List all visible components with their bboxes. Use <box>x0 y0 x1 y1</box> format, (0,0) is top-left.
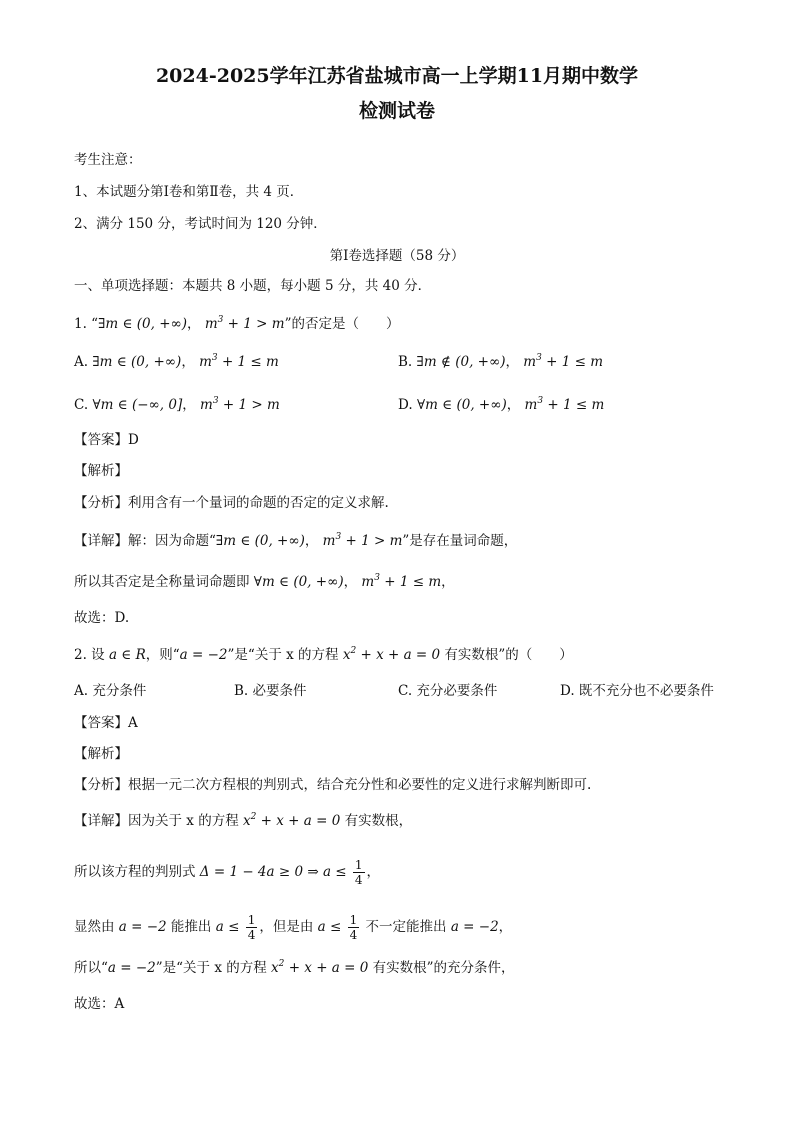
q2-answer: 【答案】A <box>74 715 138 731</box>
q1-condition: $m^3 + 1 > m$ <box>204 315 285 332</box>
fraction-one-quarter: $\frac{1}{4}$ <box>247 913 256 942</box>
q1-answer: 【答案】D <box>74 432 139 448</box>
notice-item-2: 2、满分 150 分，考试时间为 120 分钟． <box>74 216 327 232</box>
q1-analysis-label: 【解析】 <box>74 463 128 479</box>
q2-option-d: D. 既不充分也不必要条件 <box>560 683 714 699</box>
q1-choose: 故选：D. <box>74 610 130 626</box>
document-title-line2: 检测试卷 <box>358 100 435 122</box>
q1-option-c: C. ∀m ∈ (−∞, 0]， $m^3 + 1 > m$ <box>74 396 280 413</box>
question-1-stem: 1. “∃m ∈ (0, +∞)， $m^3 + 1 > m$”的否定是（ ） <box>74 315 400 332</box>
q1-option-d: D. ∀m ∈ (0, +∞)， $m^3 + 1 \le m$ <box>398 396 605 413</box>
document-title-line1: 2024-2025学年江苏省盐城市高一上学期11月期中数学 <box>155 65 639 87</box>
q2-choose: 故选：A <box>74 996 125 1012</box>
q2-analysis-label: 【解析】 <box>74 746 128 762</box>
part1-header: 第Ⅰ卷选择题（58 分） <box>329 248 465 264</box>
q2-fenxi: 【分析】根据一元二次方程根的判别式，结合充分性和必要性的定义进行求解判断即可. <box>74 777 592 793</box>
q1-detail: 【详解】解：因为命题“∃m ∈ (0, +∞)， $m^3 + 1 > m$”是存在量词命题， <box>74 532 518 549</box>
q1-conclusion: 所以其否定是全称量词命题即 ∀m ∈ (0, +∞)， $m^3 + 1 \le m$， <box>74 573 455 590</box>
q2-option-a: A. 充分条件 <box>74 683 147 699</box>
q1-option-b: B. ∃m ∉ (0, +∞)， $m^3 + 1 \le m$ <box>398 353 604 370</box>
q1-option-a: A. ∃m ∈ (0, +∞)， $m^3 + 1 \le m$ <box>74 353 279 370</box>
section-heading: 一、单项选择题：本题共 8 小题，每小题 5 分，共 40 分． <box>74 278 432 294</box>
notice-head: 考生注意： <box>74 152 142 168</box>
question-2-stem: 2. 设 a ∈ R，则“a = −2”是“关于 x 的方程 $x^2 + x + a = 0$ 有实数根”的（ ） <box>74 646 573 663</box>
q2-detail-4: 所以“a = −2”是“关于 x 的方程 $x^2 + x + a = 0$ 有实数根”的充分条件， <box>74 959 515 976</box>
fraction-one-quarter: $\frac{1}{4}$ <box>354 858 363 887</box>
q1-domain: ∃m ∈ (0, +∞) <box>98 316 188 332</box>
fraction-one-quarter: $\frac{1}{4}$ <box>349 913 358 942</box>
q2-option-b: B. 必要条件 <box>234 683 307 699</box>
notice-item-1: 1、本试题分第Ⅰ卷和第Ⅱ卷，共 4 页． <box>74 184 304 200</box>
q2-detail-3: 显然由 a = −2 能推出 a ≤ $\frac{1}{4}$ ，但是由 a ≤ $\frac{1}{4}$ 不一定能推出 a = −2， <box>74 913 513 942</box>
q1-fenxi: 【分析】利用含有一个量词的命题的否定的定义求解. <box>74 495 389 511</box>
q2-detail-1: 【详解】因为关于 x 的方程 $x^2 + x + a = 0$ 有实数根， <box>74 812 413 829</box>
q2-option-c: C. 充分必要条件 <box>398 683 498 699</box>
q2-detail-2: 所以该方程的判别式 Δ = 1 − 4a ≥ 0 ⇒ a ≤ $\frac{1}{4}$ ， <box>74 858 381 887</box>
